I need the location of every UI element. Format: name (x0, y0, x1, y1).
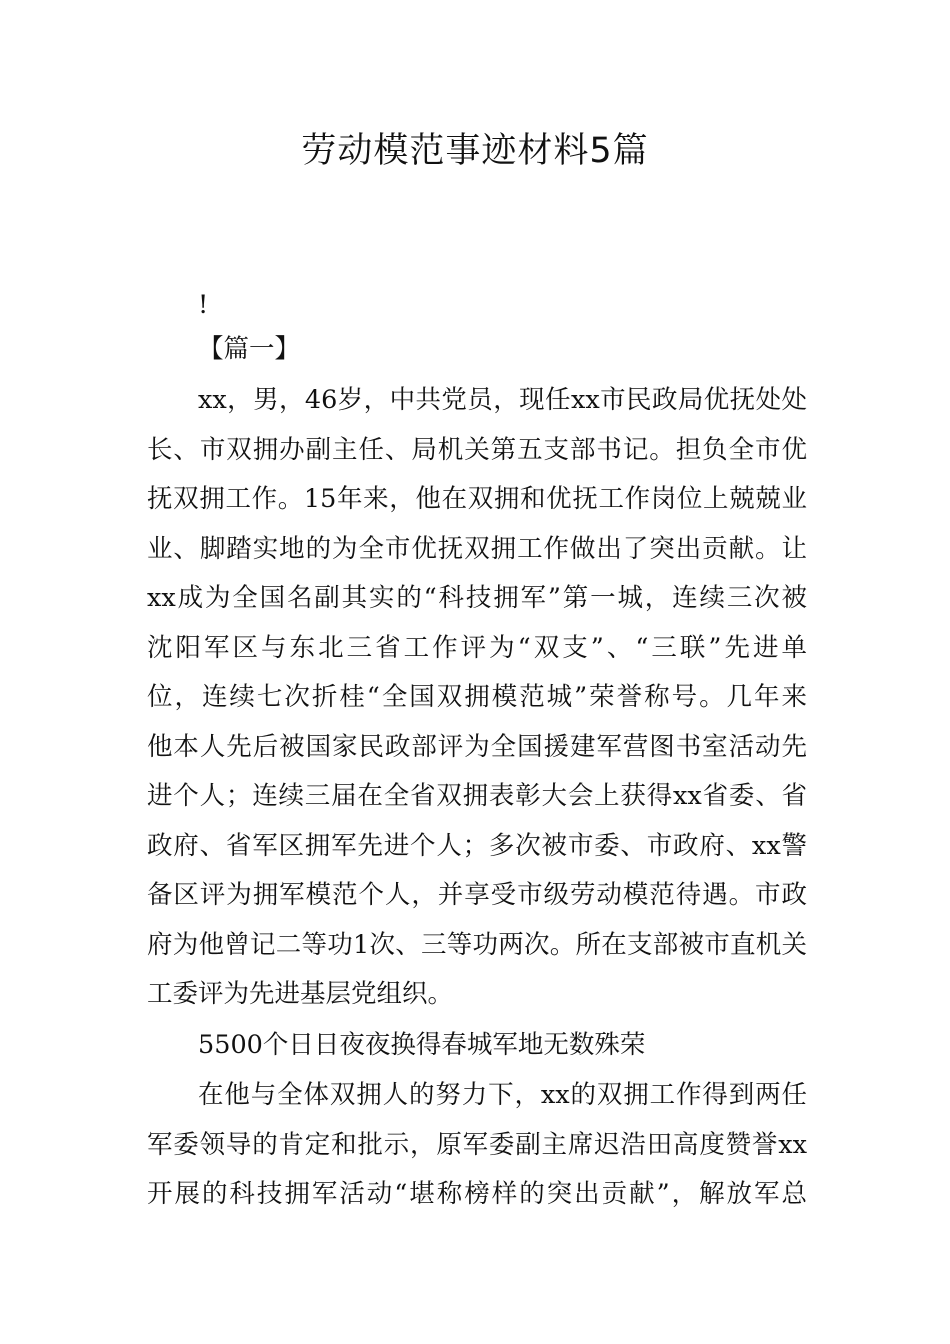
paragraph-line: 位，连续七次折桂“全国双拥模范城”荣誉称号。几年来 (147, 682, 807, 712)
paragraph-line: 在他与全体双拥人的努力下，xx的双拥工作得到两任 (198, 1080, 807, 1110)
paragraph-line: 备区评为拥军模范个人，并享受市级劳动模范待遇。市政 (147, 880, 807, 910)
paragraph-line: 工委评为先进基层党组织。 (147, 979, 454, 1009)
paragraph-line: 他本人先后被国家民政部评为全国援建军营图书室活动先 (147, 732, 807, 762)
paragraph-line: 抚双拥工作。15年来，他在双拥和优抚工作岗位上兢兢业 (147, 484, 807, 514)
document-title: 劳动模范事迹材料5篇 (301, 131, 649, 171)
paragraph-line: 政府、省军区拥军先进个人；多次被市委、市政府、xx警 (147, 831, 807, 861)
paragraph-line: 开展的科技拥军活动“堪称榜样的突出贡献”，解放军总 (147, 1179, 807, 1209)
paragraph-line: 府为他曾记二等功1次、三等功两次。所在支部被市直机关 (147, 930, 807, 960)
exclamation-mark: ! (198, 290, 209, 320)
paragraph-line: xx，男，46岁，中共党员，现任xx市民政局优抚处处 (198, 385, 807, 415)
paragraph-line: 业、脚踏实地的为全市优抚双拥工作做出了突出贡献。让 (147, 534, 807, 564)
paragraph-line: 沈阳军区与东北三省工作评为“双支”、“三联”先进单 (147, 633, 807, 663)
subheading: 5500个日日夜夜换得春城军地无数殊荣 (198, 1030, 646, 1060)
paragraph-line: 军委领导的肯定和批示，原军委副主席迟浩田高度赞誉xx (147, 1130, 807, 1160)
paragraph-line: xx成为全国名副其实的“科技拥军”第一城，连续三次被 (147, 583, 807, 613)
section-heading: 【篇一】 (198, 334, 301, 364)
paragraph-line: 长、市双拥办副主任、局机关第五支部书记。担负全市优 (147, 435, 807, 465)
paragraph-line: 进个人；连续三届在全省双拥表彰大会上获得xx省委、省 (147, 781, 807, 811)
